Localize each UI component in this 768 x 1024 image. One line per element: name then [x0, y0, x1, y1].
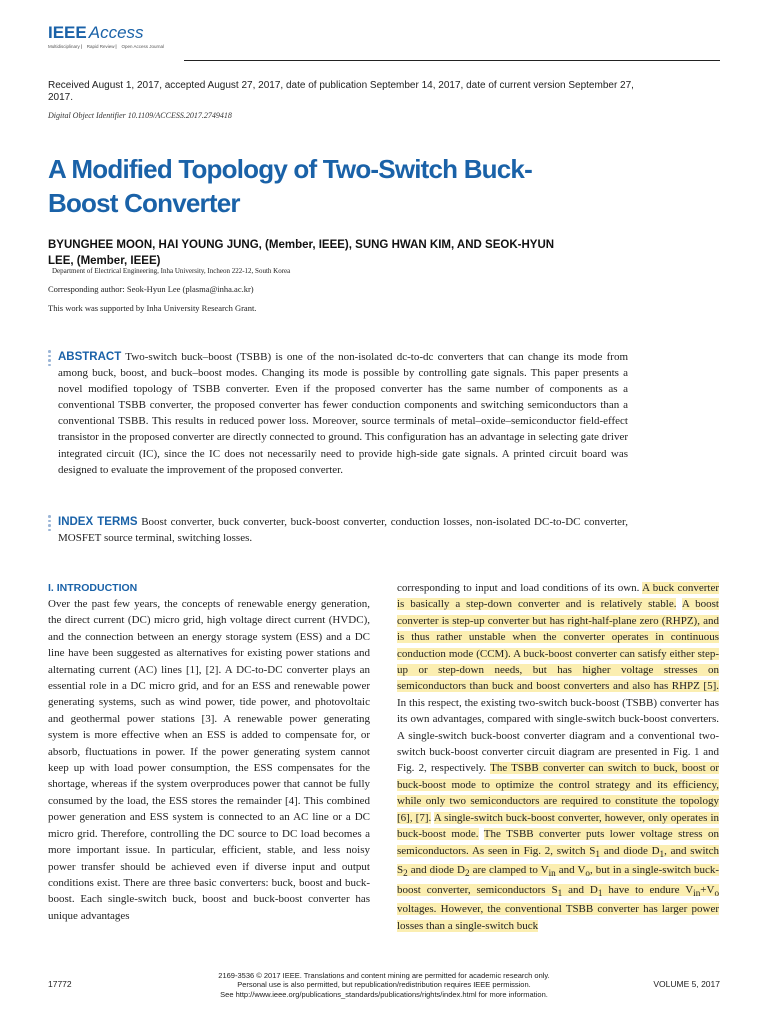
- index-terms: [58, 514, 628, 546]
- affiliation: Department of Electrical Engineering, Inha University, Incheon 222-12, South Korea: [52, 267, 291, 275]
- logo-wordmark: IEEE Access: [48, 23, 144, 42]
- journal-logo: [48, 24, 164, 49]
- corresponding-author: Corresponding author: Seok-Hyun Lee (plasma@inha.ac.kr): [48, 284, 254, 294]
- index-terms-label: INDEX TERMS: [58, 516, 138, 528]
- highlight: A single-switch buck-boost converter, however, only operates in buck-boost mode.: [397, 811, 719, 841]
- right-column: [397, 580, 719, 934]
- page-number: 17772: [48, 979, 72, 989]
- highlight: The TSBB converter puts lower voltage stress on semiconductors. As seen in Fig. 2, switch $S_1$ and diode $D_1$, and switch $S_2$ and diode $D_2$ are clamped to $V_{in}$ and $V_o$, but in a single-switch buck-boost converter, semiconductors $S_1$ and $D_1$ have to endure $V_{in}+V_o$ voltages. However, the conventional TSBB converter has larger power losses than a single-switch buck: [397, 828, 720, 932]
- authors: BYUNGHEE MOON, HAI YOUNG JUNG, (Member, IEEE), SUNG HWAN KIM, AND SEOK-HYUN LEE, (Member, IEEE): [48, 239, 555, 267]
- abstract: [58, 349, 628, 478]
- publication-dates: Received August 1, 2017, accepted August 27, 2017, date of publication September 14, 2017, date of current version September 27, 2017.: [48, 80, 634, 103]
- highlight: A boost converter is step-up converter but has right-half-plane zero (RHPZ), and is thus rather unstable when the converter operates in continuous conduction mode (CCM). A buck-boost converter can satisfy either step-up or step-down needs, but has higher voltage stresses on semiconductors than buck and boost converters and also has RHPZ [5].: [397, 598, 719, 693]
- copyright-notice: 2169-3536 © 2017 IEEE. Translations and content mining are permitted for academic research only. Personal use is also permitted, but republication/redistribution requires IEEE permission. See http://www.ieee.org/publications_standards/publications/rights/index.html for more information.: [218, 971, 550, 999]
- section-heading-introduction: I. INTRODUCTION: [48, 582, 138, 594]
- paper-title: A Modified Topology of Two-Switch Buck-Boost Converter: [48, 154, 532, 218]
- intro-paragraph-left: Over the past few years, the concepts of renewable energy generation, the direct current (DC) micro grid, high voltage direct current (HVDC), and the connection between an energy storage system (ESS) and a DC line have been suggested as alternatives for existing power stations and alternating current (AC) lines [1], [2]. A DC-to-DC converter plays an essential role in a DC micro grid, and for an ESS and renewable power generating systems, such as wind power, tide power, and photovoltaic and geothermal power stations [3]. A renewable power generating system is more effective when an ESS is added to compensate for, or absorb, fluctuations in power. If the power generating system cannot keep up with load power consumption, the ESS compensates for the shortage, whereas if the system overproduces power that cannot be fully consumed by the load, the ESS stores the remainder [4]. This combined power generation and ESS system is connected to an AC line or a DC micro grid. Therefore, controlling the DC source to DC load becomes a more important issue. In particular, efficient, stable, and less noisy power transfer should be achieved even if diverse input and output conditions exist. There are three basic converters: buck, boost and buck-boost. Each single-switch buck, boost and buck-boost converter has unique advantages: [48, 598, 370, 922]
- doi: Digital Object Identifier 10.1109/ACCESS.2017.2749418: [48, 111, 232, 120]
- index-terms-marker-dots: [47, 515, 53, 533]
- intro-paragraph-right: corresponding to input and load conditions of its own. A buck converter is basically a step-down converter and is relatively stable. A boost converter is step-up converter but has right-half-plane zero (RHPZ), and is thus rather unstable when the converter operates in continuous conduction mode (CCM). A buck-boost converter can satisfy either step-up or step-down needs, but has higher voltage stresses on semiconductors than buck and boost converters and also has RHPZ [5]. In this respect, the existing two-switch buck-boost (TSBB) converter has its own advantages, compared with single-switch buck-boost converters. A single-switch buck-boost converter diagram and a conventional two-switch buck-boost converter circuit diagram are presented in Fig. 1 and Fig. 2, respectively. The TSBB converter can switch to buck, boost or buck-boost mode to optimize the control strategy and its efficiency, while only two semiconductors are required to constitute the topology [6], [7]. A single-switch buck-boost converter, however, only operates in buck-boost mode. The TSBB converter puts lower voltage stress on semiconductors. As seen in Fig. 2, switch $S_1$ and diode $D_1$, and switch $S_2$ and diode $D_2$ are clamped to $V_{in}$ and $V_o$, but in a single-switch buck-boost converter, semiconductors $S_1$ and $D_1$ have to endure $V_{in}+V_o$ voltages. However, the conventional TSBB converter has larger power losses than a single-switch buck: [397, 582, 720, 932]
- highlight: The TSBB converter can switch to buck, boost or buck-boost mode to optimize the control strategy and its efficiency, while only two semiconductors are required to constitute the topology [6], [7].: [397, 762, 719, 824]
- volume-label: VOLUME 5, 2017: [653, 979, 720, 989]
- highlight: A buck converter is basically a step-down converter and is relatively stable.: [397, 582, 719, 611]
- index-terms-text: Boost converter, buck converter, buck-boost converter, conduction losses, non-isolated DC-to-DC converter, MOSFET source terminal, switching losses.: [58, 516, 629, 545]
- logo-tagline: Multidisciplinary ⎸ Rapid Review ⎸ Open Access Journal: [48, 44, 165, 49]
- abstract-text: Two-switch buck–boost (TSBB) is one of the non-isolated dc-to-dc converters that can change its mode from among buck, boost, and buck–boost modes. Changing its mode is possible by controlling gate signals. This paper presents a novel modified topology of TSBB converter. Even if the proposed converter has the same number of components as a conventional TSBB converter, the proposed converter has fewer conduction components and switching semiconductors than a conventional TSBB. This results in reduced power loss. Moreover, source terminals of metal–oxide–semiconductor field-effect transistor in the proposed converter are directly connected to ground. This configuration has an advantage in selecting gate driver integrated circuit (IC), since the IC does not necessarily need to provide high-side gate signals. A printed circuit board was designed to evaluate the improvement of the proposed converter.: [58, 351, 628, 476]
- funding-note: This work was supported by Inha University Research Grant.: [48, 303, 257, 313]
- abstract-label: ABSTRACT: [58, 351, 122, 363]
- abstract-marker-dots: [47, 350, 53, 368]
- header-rule: [184, 60, 720, 61]
- left-column: [48, 580, 370, 924]
